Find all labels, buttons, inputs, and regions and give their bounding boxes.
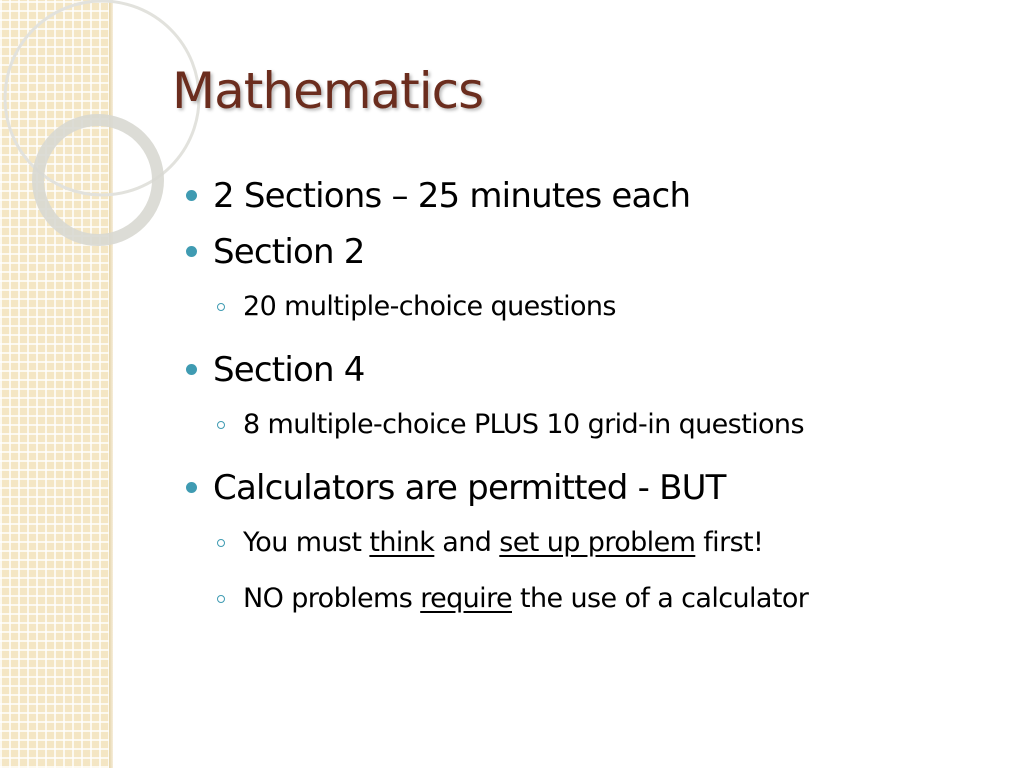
list-item	[180, 462, 1000, 518]
sub-list-item-text-part: NO problems	[243, 583, 421, 614]
bullet-dot-icon	[186, 482, 197, 493]
sub-list-item	[180, 574, 1000, 630]
bullet-ring-icon	[217, 595, 225, 603]
bullet-ring-icon	[217, 539, 225, 547]
bullet-list	[180, 170, 1000, 630]
sub-list-item	[180, 282, 1000, 344]
underlined-phrase-set-up-problem: set up problem	[499, 527, 696, 558]
slide-title: Mathematics	[172, 62, 484, 120]
sub-list-item-text: 20 multiple-choice questions	[243, 291, 616, 322]
list-item	[180, 226, 1000, 282]
sub-list-item	[180, 518, 1000, 574]
bullet-dot-icon	[186, 246, 197, 257]
lower-ring	[38, 120, 158, 240]
sub-list-item-text-part: the use of a calculator	[512, 583, 809, 614]
sub-list-item	[180, 400, 1000, 462]
list-item-text: Section 2	[213, 232, 365, 272]
sub-list-item-text-part: You must	[243, 527, 370, 558]
list-item	[180, 344, 1000, 400]
list-item-text: 2 Sections – 25 minutes each	[213, 176, 691, 216]
underlined-word-require: require	[420, 583, 512, 614]
sub-list-item-text: 8 multiple-choice PLUS 10 grid-in questions	[243, 409, 804, 440]
sub-list-item-text-part: first!	[695, 527, 764, 558]
list-item-text: Calculators are permitted - BUT	[213, 468, 726, 508]
list-item	[180, 170, 1000, 226]
sub-list-item-text-part: and	[434, 527, 500, 558]
underlined-word-think: think	[369, 527, 435, 558]
bullet-dot-icon	[186, 364, 197, 375]
list-item-text: Section 4	[213, 350, 365, 390]
bullet-ring-icon	[217, 421, 225, 429]
bullet-dot-icon	[186, 190, 197, 201]
bullet-ring-icon	[217, 303, 225, 311]
